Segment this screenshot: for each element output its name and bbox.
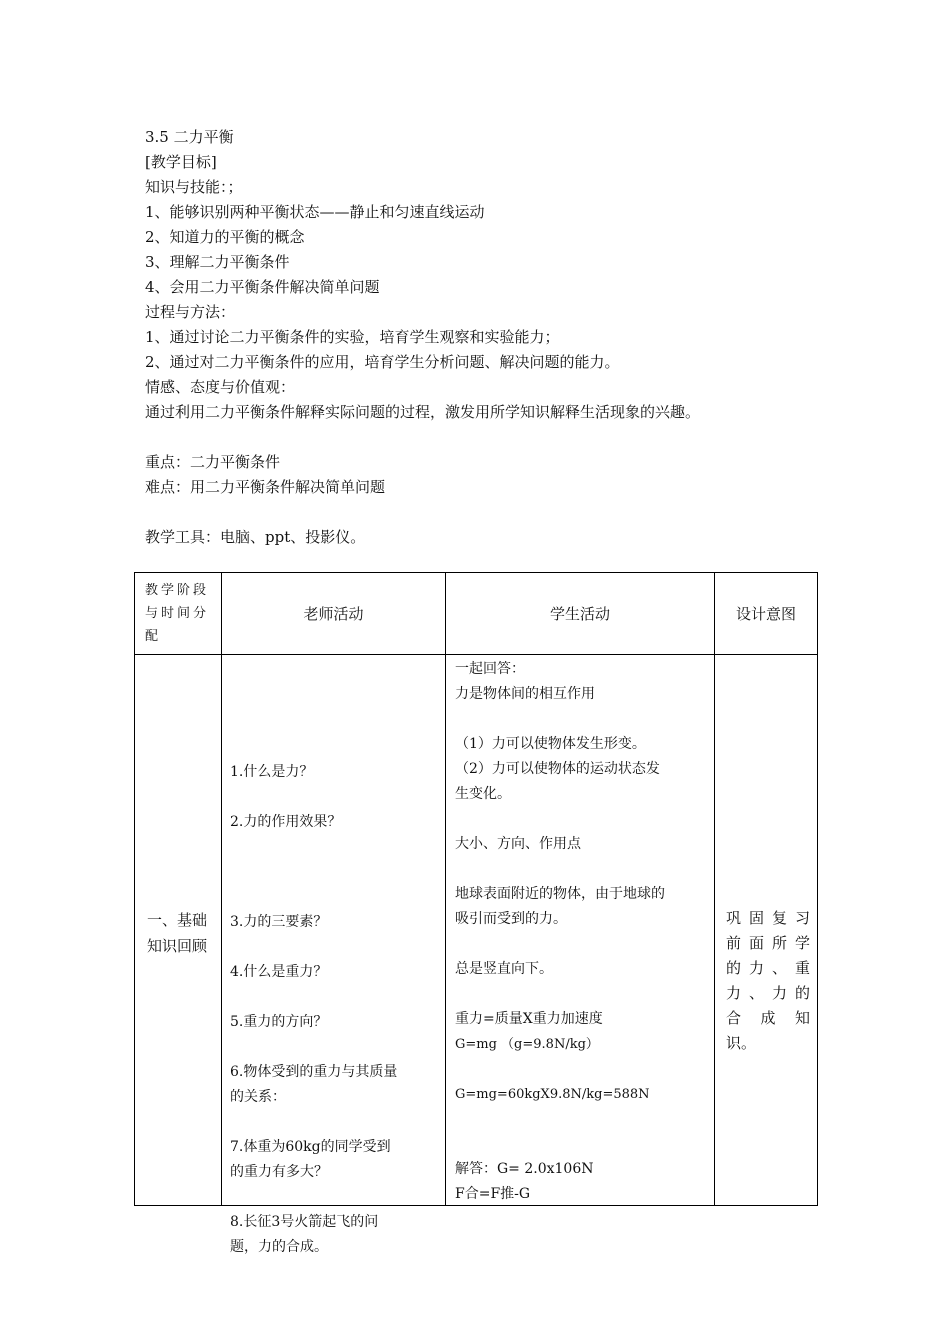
student-answer: 大小、方向、作用点	[455, 836, 581, 852]
spacer	[145, 500, 825, 525]
student-answer: （1）力可以使物体发生形变。	[455, 736, 646, 752]
design-intent-text	[726, 906, 810, 1056]
process-item: 2、通过对二力平衡条件的应用，培育学生分析问题、解决问题的能力。	[145, 353, 620, 371]
header-stage-line: 配	[145, 629, 162, 644]
header-design-intent: 设计意图	[715, 573, 818, 655]
teacher-question: 6.物体受到的重力与其质量	[230, 1064, 398, 1080]
student-answer: 力是物体间的相互作用	[455, 686, 595, 702]
stage-label	[147, 907, 207, 959]
attitude-text: 通过利用二力平衡条件解释实际问题的过程，激发用所学知识解释生活现象的兴趣。	[145, 403, 701, 421]
design-intent-line: 前面所学	[726, 934, 810, 952]
design-intent-line: 合成知	[726, 1009, 810, 1027]
stage-label-line: 知识回顾	[147, 937, 208, 955]
attitude-heading: 情感、态度与价值观：	[145, 378, 296, 396]
student-answer: （2）力可以使物体的运动状态发	[455, 761, 660, 777]
lesson-plan-table	[134, 572, 818, 1255]
key-point: 重点：二力平衡条件	[145, 453, 281, 471]
header-student-activity: 学生活动	[446, 573, 715, 655]
teacher-question: 的关系：	[230, 1089, 286, 1105]
student-answer: F合=F推-G	[455, 1186, 531, 1202]
student-answer: G=mg=60kgX9.8N/kg=588N	[455, 1087, 650, 1102]
difficulty-point: 难点：用二力平衡条件解决简单问题	[145, 478, 386, 496]
student-answer: 地球表面附近的物体，由于地球的	[455, 886, 665, 902]
teacher-question: 8.长征3号火箭起飞的问	[230, 1214, 379, 1230]
process-heading: 过程与方法：	[145, 303, 236, 321]
lesson-intro	[145, 125, 825, 550]
teacher-question: 的重力有多大？	[230, 1164, 328, 1180]
knowledge-item: 4、会用二力平衡条件解决简单问题	[145, 278, 380, 296]
knowledge-item: 2、知道力的平衡的概念	[145, 228, 305, 246]
design-intent-line: 力、力的	[726, 984, 810, 1002]
teacher-question: 题，力的合成。	[230, 1239, 328, 1255]
teacher-question: 7.体重为60kg的同学受到	[230, 1139, 391, 1155]
student-answer: 总是竖直向下。	[455, 961, 553, 977]
teacher-question: 3.力的三要素？	[230, 914, 328, 930]
spacer	[145, 425, 825, 450]
student-answer: 一起回答：	[455, 661, 525, 677]
student-answer: 重力=质量X重力加速度	[455, 1011, 603, 1027]
stage-label-line: 一、基础	[147, 911, 208, 929]
header-stage-line: 教学阶段	[145, 583, 210, 598]
teacher-question: 4.什么是重力？	[230, 964, 328, 980]
knowledge-item: 1、能够识别两种平衡状态——静止和匀速直线运动	[145, 203, 485, 221]
teacher-question: 2.力的作用效果？	[230, 814, 342, 830]
header-stage-line: 与时间分	[145, 606, 210, 621]
student-answer: G=mg （g=9.8N/kg）	[455, 1037, 599, 1052]
student-answer: 吸引而受到的力。	[455, 911, 567, 927]
process-item: 1、通过讨论二力平衡条件的实验，培育学生观察和实验能力；	[145, 328, 560, 346]
lesson-title: 3.5 二力平衡	[145, 128, 234, 146]
teacher-activity-cell	[222, 655, 446, 1255]
teacher-question: 1.什么是力？	[230, 764, 314, 780]
knowledge-item: 3、理解二力平衡条件	[145, 253, 290, 271]
student-activity-cell	[446, 655, 715, 1206]
header-teacher-activity: 老师活动	[222, 573, 446, 655]
teaching-tools: 教学工具：电脑、ppt、投影仪。	[145, 528, 366, 546]
objectives-heading: [教学目标]	[145, 153, 217, 171]
table-header-row	[135, 573, 818, 655]
knowledge-heading: 知识与技能：；	[145, 178, 243, 196]
student-answer: 解答：G= 2.0x106N	[455, 1161, 594, 1177]
design-intent-line: 巩固复习	[726, 909, 810, 927]
student-answer: 生变化。	[455, 786, 511, 802]
stage-cell	[135, 655, 222, 1206]
design-intent-cell	[715, 655, 818, 1206]
header-stage	[135, 573, 222, 655]
teacher-question: 5.重力的方向？	[230, 1014, 328, 1030]
table-row	[135, 655, 818, 1206]
design-intent-line: 识。	[726, 1034, 757, 1052]
design-intent-line: 的力、重	[726, 959, 810, 977]
